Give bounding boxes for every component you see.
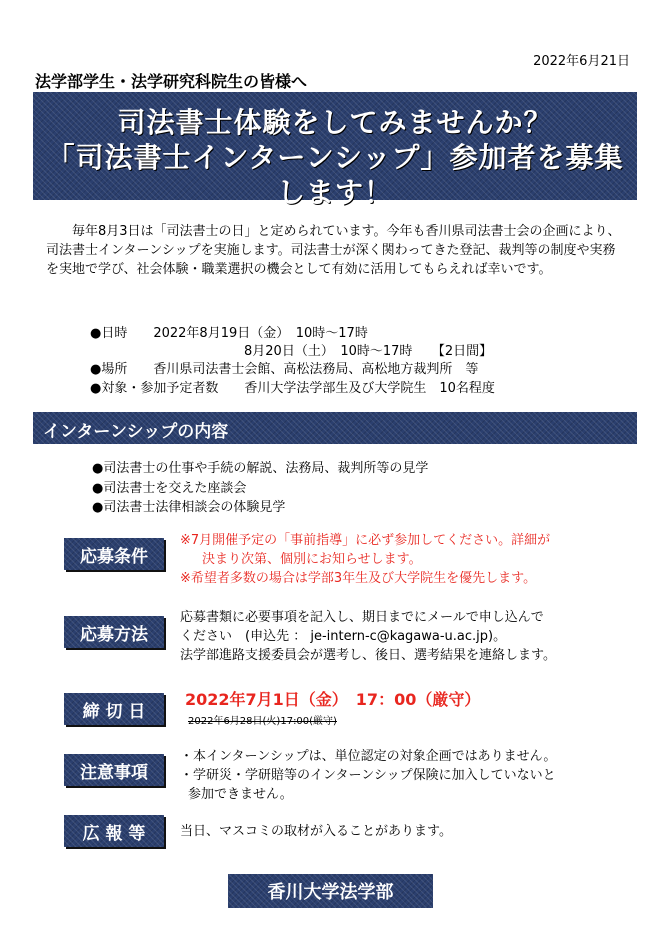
pr-text: 当日、マスコミの取材が入ることがあります。	[180, 824, 452, 839]
conditions-text	[180, 531, 550, 588]
method-label: 応募方法	[64, 616, 164, 648]
content-section-header	[33, 412, 637, 444]
headline-line-2: 「司法書士インターンシップ」参加者を募集します！	[46, 141, 624, 209]
schedule-line-1: ●日時 2022年8月19日（金） 10時～17時	[90, 326, 368, 341]
target-line: ●対象・参加予定者数 香川大学法学部生及び大学院生 10名程度	[90, 381, 495, 396]
issue-date: 2022年6月21日	[533, 54, 630, 69]
content-item-3: ●司法書士法律相談会の体験見学	[92, 500, 286, 515]
notes-line-1: ・本インターンシップは、単位認定の対象企画ではありません。	[180, 749, 557, 764]
headline-line-1: 司法書士体験をしてみませんか？	[117, 106, 553, 139]
notes-text	[180, 747, 556, 804]
headline-banner	[33, 92, 637, 209]
notes-label: 注意事項	[64, 754, 164, 786]
method-line-2: ください (申込先 ： je-intern-c@kagawa-u.ac.jp)。	[180, 629, 507, 644]
deadline-value: 2022年7月1日（金） 17：00（厳守）	[185, 690, 481, 709]
notes-line-3: 参加できません。	[188, 787, 293, 802]
intro-paragraph	[46, 222, 626, 279]
conditions-line-1: ※7月開催予定の「事前指導」に必ず参加してください。詳細が	[180, 533, 551, 548]
content-item-2: ●司法書士を交えた座談会	[92, 481, 247, 496]
conditions-line-3: ※希望者多数の場合は学部3年生及び大学院生を優先します。	[180, 571, 537, 586]
method-line-1: 応募書類に必要事項を記入し、期日までにメールで申し込んで	[180, 610, 544, 625]
schedule-line-2: 8月20日（土） 10時～17時 【2日間】	[244, 344, 493, 359]
place-line: ●場所 香川県司法書士会館、高松法務局、高松地方裁判所 等	[90, 362, 479, 377]
notes-line-2: ・学研災・学研賠等のインターンシップ保険に加入していないと	[180, 768, 556, 783]
deadline-label: 締 切 日	[64, 693, 164, 725]
conditions-label: 応募条件	[64, 538, 164, 570]
content-item-1: ●司法書士の仕事や手続の解説、法務局、裁判所等の見学	[92, 461, 429, 476]
method-line-3: 法学部進路支援委員会が選考し、後日、選考結果を連絡します。	[180, 648, 556, 663]
intro-text: 毎年8月3日は「司法書士の日」と定められています。今年も香川県司法書士会の企画により、司法書士インターンシップを実施します。司法書士が深く関わってきた登記、裁判等の制度や実務を実地で学び、社会体験・職業選択の機会として有効に活用してもらえれば幸いです。	[46, 224, 621, 277]
pr-label: 広 報 等	[64, 815, 164, 847]
method-text	[180, 608, 556, 665]
conditions-line-2: 決まり次第、個別にお知らせします。	[202, 552, 422, 567]
deadline-old-value: 2022年6月28日(火)17:00(厳守)	[188, 716, 337, 727]
footer-faculty-name: 香川大学法学部	[228, 874, 433, 908]
greeting: 法学部学生・法学研究科院生の皆様へ	[35, 72, 308, 91]
content-section-title: インターンシップの内容	[43, 422, 229, 442]
